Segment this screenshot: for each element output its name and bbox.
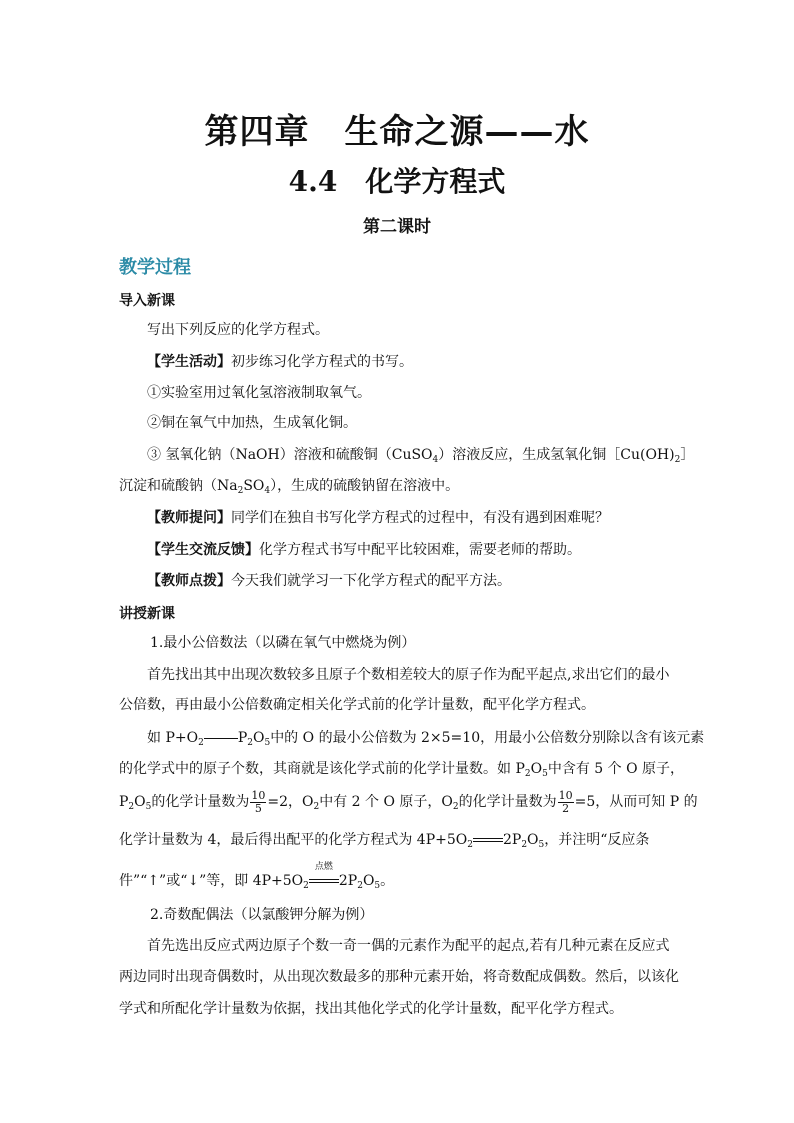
- l4-c: O: [527, 832, 539, 848]
- teacher-question: [147, 508, 717, 528]
- process-heading: 教学过程: [119, 257, 191, 278]
- fraction-10-over-2: [558, 790, 574, 815]
- chapter-title: 第四章 生命之源——水: [204, 112, 590, 152]
- l3-sub4: 2: [452, 802, 459, 812]
- teacher-tip-text: 今天我们就学习一下化学方程式的配平方法。: [231, 573, 511, 589]
- method-2-p1-line-1: 首先选出反应式两边原子个数一奇一偶的元素作为配平的起点,若有几种元素在反应式: [147, 938, 670, 954]
- student-activity-text: 初步练习化学方程式的书写。: [231, 354, 413, 370]
- fraction-10-over-5: [250, 790, 266, 815]
- section-title: 4.4 化学方程式: [288, 165, 506, 198]
- frac-2-num: 10: [558, 788, 573, 802]
- method-1-p2-line-3: [119, 788, 698, 815]
- item-3-sub-b: 2: [674, 455, 681, 465]
- l4-sub1: 2: [467, 840, 473, 850]
- ignite-label: 点燃: [314, 862, 333, 872]
- l4-sub3: 5: [538, 840, 545, 850]
- l4-b: 2P: [502, 832, 522, 848]
- l3-c: 的化学计量数为: [151, 794, 250, 810]
- method-1-p1-line-1: 首先找出其中出现次数较多且原子个数相差较大的原子作为配平起点,求出它们的最小: [147, 667, 670, 683]
- frac-1-den: 5: [254, 801, 262, 815]
- method-2-title: 2.奇数配偶法（以氯酸钾分解为例）: [150, 907, 374, 923]
- l2-sub1: 2: [524, 769, 531, 779]
- item-3-text-b: ）溶液反应，生成氢氧化铜［Cu(OH): [438, 447, 675, 463]
- lecture-heading: 讲授新课: [119, 606, 175, 622]
- l3-sub2: 5: [145, 802, 152, 812]
- l3-a: P: [119, 794, 129, 810]
- eq-1-sub3: 5: [264, 738, 271, 748]
- item-3-l2-a: 沉淀和硫酸钠（Na: [119, 478, 238, 494]
- l2-sub2: 5: [542, 769, 548, 779]
- method-2-p1-line-2: 两边同时出现奇偶数时，从出现次数最多的那种元素开始，将奇数配成偶数。然后，以该化: [119, 969, 679, 985]
- student-activity-tag: 【学生活动】: [147, 354, 231, 370]
- l3-f: 的化学计量数为: [458, 794, 557, 810]
- l5-sub3: 5: [374, 881, 381, 891]
- l5-c: O: [362, 873, 375, 889]
- l3-sub1: 2: [128, 802, 135, 812]
- item-3-line-2: [119, 476, 689, 496]
- l3-e: 中有 2 个 O 原子，O: [319, 794, 453, 810]
- l5-sub2: 2: [357, 881, 363, 891]
- method-1-title: 1.最小公倍数法（以磷在氧气中燃烧为例）: [150, 635, 416, 651]
- l3-g: =5，从而可知 P 的: [574, 794, 698, 810]
- l5-a: 件”“↑”或“↓”等，即 4P+5O: [119, 873, 304, 889]
- eq-1-b: P: [237, 730, 248, 746]
- method-1-p2-line-1: [147, 728, 717, 748]
- eq-1-sub1: 2: [198, 738, 204, 748]
- item-3-sub-a: 4: [432, 455, 439, 465]
- l5-sub1: 2: [303, 881, 309, 891]
- eq-1-a: 如 P+O: [147, 730, 199, 746]
- l5-d: 。: [380, 873, 395, 889]
- teacher-question-text: 同学们在独自书写化学方程式的过程中，有没有遇到困难呢？: [231, 510, 609, 526]
- l2-c: 中含有 5 个 O 原子，: [547, 761, 685, 777]
- l2-b: O: [530, 761, 543, 777]
- l5-b: 2P: [338, 873, 358, 889]
- condition-bar: [309, 879, 339, 883]
- teacher-tip-tag: 【教师点拨】: [147, 573, 231, 589]
- item-3-l2-sub2: 4: [264, 486, 271, 496]
- l2-a: 的化学式中的原子个数，其商就是该化学式前的化学计量数。如 P: [119, 761, 525, 777]
- method-1-p1-line-2: 公倍数，再由最小公倍数确定相关化学式前的化学计量数，配平化学方程式。: [119, 697, 595, 713]
- item-1: ①实验室用过氧化氢溶液制取氧气。: [147, 385, 371, 401]
- l3-d: =2，O: [267, 794, 314, 810]
- eq-1-d: 中的 O 的最小公倍数为 2×5=10，用最小公倍数分别除以含有该元素: [270, 730, 705, 746]
- method-1-p2-line-2: [119, 759, 689, 779]
- l3-b: O: [134, 794, 146, 810]
- method-1-p2-line-4: [119, 830, 689, 850]
- method-2-p1-line-3: 学式和所配化学计量数为依据，找出其他化学式的化学计量数，配平化学方程式。: [119, 1001, 623, 1017]
- item-3-text-a: ③ 氢氧化钠（NaOH）溶液和硫酸铜（CuSO: [147, 447, 433, 463]
- teacher-tip: [147, 571, 717, 591]
- intro-text: 写出下列反应的化学方程式。: [147, 322, 329, 338]
- l4-a: 化学计量数为 4，最后得出配平的化学方程式为 4P+5O: [119, 832, 468, 848]
- student-feedback-text: 化学方程式书写中配平比较困难，需要老师的帮助。: [259, 542, 581, 558]
- student-feedback-tag: 【学生交流反馈】: [147, 542, 259, 558]
- item-3-l2-b: SO: [243, 478, 265, 494]
- l4-d: ，并注明“反应条: [544, 832, 650, 848]
- teacher-question-tag: 【教师提问】: [147, 510, 231, 526]
- equals-bar: [473, 838, 503, 842]
- frac-1-num: 10: [251, 788, 266, 802]
- student-feedback: [147, 540, 717, 560]
- frac-2-den: 2: [562, 801, 570, 815]
- item-3-text-c: ］: [680, 447, 695, 463]
- item-3-l2-c: ），生成的硫酸钠留在溶液中。: [270, 478, 460, 494]
- method-1-p2-line-5: [119, 862, 689, 891]
- item-3-l2-sub1: 2: [237, 486, 244, 496]
- item-3: [147, 445, 717, 465]
- reaction-dash: [204, 738, 238, 739]
- item-2: ②铜在氧气中加热，生成氧化铜。: [147, 415, 357, 431]
- l3-sub3: 2: [313, 802, 320, 812]
- eq-1-sub2: 2: [247, 738, 253, 748]
- student-activity: [147, 352, 717, 372]
- intro-heading: 导入新课: [119, 293, 175, 309]
- lesson-label: 第二课时: [363, 217, 431, 237]
- eq-1-c: O: [252, 730, 265, 746]
- l4-sub2: 2: [521, 840, 528, 850]
- ignite-condition: [309, 862, 339, 891]
